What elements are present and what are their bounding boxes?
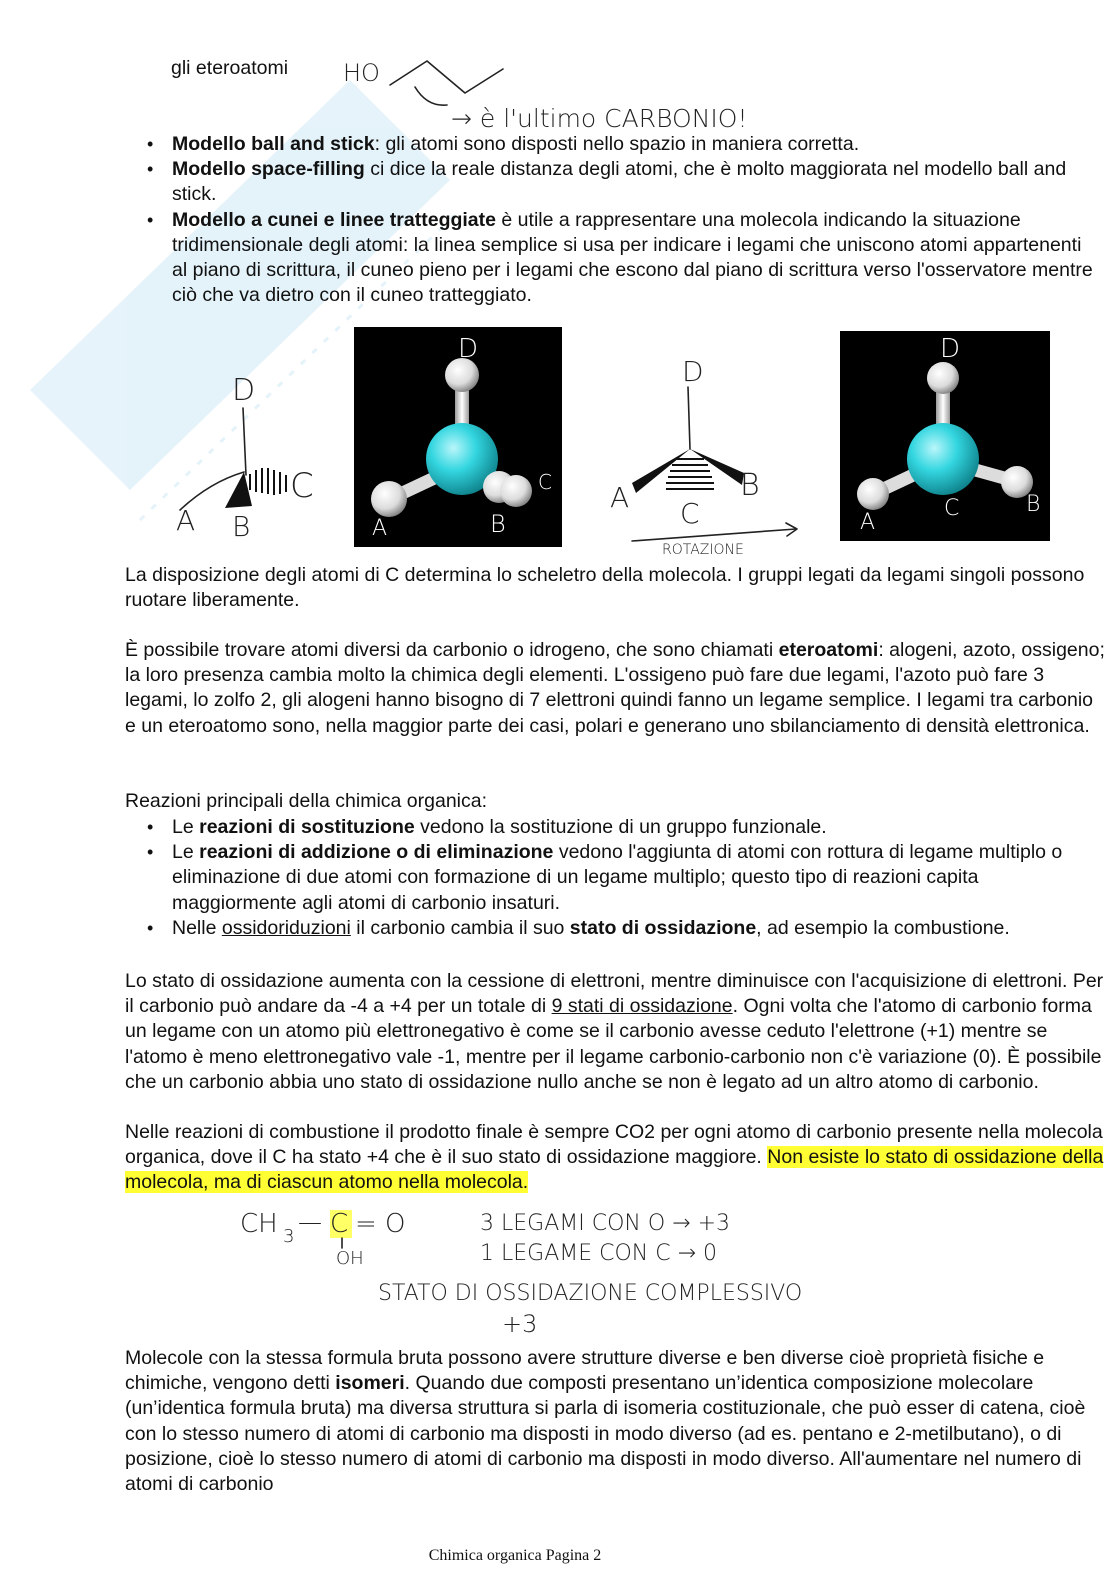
ho-label: HO	[343, 59, 380, 87]
reactions-list	[125, 815, 1100, 941]
paragraph-isomeri: Molecole con la stessa formula bruta possono avere strutture diverse e ben diverse cioè proprietà fisiche e chimiche, vengono detti isomeri. Quando due composti presentano un’identica composizione molecolare (un’identica formula bruta) ma diversa struttura si parla di isomeria costituzionale, che può esser di catena, cioè con lo stesso numero di atomi di carbonio ma disposti in modo diverso (ad es. pentano e 2-metilbutano), o di posizione, cioè lo stesso numero di atomi di carbonio ma disposti in modo diverso. All'aumentare nel numero di atomi di carbonio	[125, 1347, 1086, 1496]
paragraph-eteroatomi: È possibile trovare atomi diversi da carbonio o idrogeno, che sono chiamati eteroatomi: alogeni, azoto, ossigeno; la loro presenza cambia molto la chimica degli elementi. L'ossigeno può fare due legami, l'azoto può fare 3 legami, lo zolfo 2, gli alogeni hanno bisogno di 7 elettroni quindi fanno un legame semplice. I legami tra carbonio e un eteroatomo sono, nella maggior parte dei casi, polari e generano uno sbilanciamento di densità elettronica.	[125, 639, 1105, 737]
label-a: A	[176, 504, 196, 537]
formula-oh: OH	[336, 1248, 364, 1269]
label-d: D	[232, 373, 256, 408]
skeletal-chain-sketch	[165, 55, 845, 135]
list-item: • Le reazioni di addizione o di eliminazione vedono l'aggiunta di atomi con rottura di legame multiplo o eliminazione di due atomi con formazione di un legame multiplo; questo tipo di reazioni capita maggiormente agli atomi di carbonio insaturi.	[125, 840, 1100, 916]
formula-carbon: C	[330, 1209, 349, 1239]
label-a: A	[610, 481, 630, 514]
partial-text-top: gli eteroatomi	[171, 57, 289, 79]
oxidation-example-handwriting	[230, 1200, 950, 1345]
handwriting-top	[165, 55, 845, 135]
label-b: B	[740, 468, 760, 503]
rotazione-label: ROTAZIONE	[662, 542, 744, 558]
paragraph-combustione: Nelle reazioni di combustione il prodotto finale è sempre CO2 per ogni atomo di carbonio presente nella molecola organica, dove il C ha stato +4 che è il suo stato di ossidazione maggiore. Non esiste lo stato di ossidazione della molecola, ma di ciascun atomo nella molecola.	[125, 1121, 1104, 1194]
list-item: • Modello a cunei e linee tratteggiate è utile a rappresentare una molecola indicando la situazione tridimensionale degli atomi: la linea semplice si usa per indicare i legami che uniscono atomi appartenenti al piano di scrittura, il cuneo pieno per i legami che escono dal piano di scrittura verso l'osservatore mentre ciò che va dietro con il cuneo tratteggiato.	[125, 208, 1100, 309]
label-d: D	[458, 334, 479, 364]
ball-stick-model-2	[840, 331, 1050, 541]
highlighted-sentence: Non esiste lo stato di ossidazione della molecola, ma di ciascun atomo nella molecola.	[125, 1146, 1104, 1194]
list-item: • Nelle ossidoriduzioni il carbonio cambia il suo stato di ossidazione, ad esempio la combustione.	[125, 916, 1100, 941]
label-b: B	[1026, 492, 1041, 517]
list-item: • Modello space-filling ci dice la reale distanza degli atomi, che è molto maggiorata nel modello ball and stick.	[125, 157, 1100, 207]
label-a: A	[372, 516, 388, 541]
label-c: C	[538, 470, 552, 494]
hand-line-2: 1 LEGAME CON C → 0	[480, 1241, 718, 1266]
paragraph-reazioni-intro: Reazioni principali della chimica organica:	[125, 790, 488, 812]
list-item: • Modello ball and stick: gli atomi sono disposti nello spazio in maniera corretta.	[125, 132, 1100, 157]
formula-double-bond-o: = O	[355, 1209, 406, 1239]
term-isomeri: isomeri	[335, 1372, 405, 1395]
hand-line-3: STATO DI OSSIDAZIONE COMPLESSIVO	[378, 1281, 803, 1306]
hand-line-1: 3 LEGAMI CON O → +3	[480, 1211, 731, 1236]
label-b: B	[490, 510, 506, 538]
formula-dash: —	[298, 1208, 322, 1236]
page-footer: Chimica organica Pagina 2	[428, 1547, 602, 1564]
formula-ch: CH	[240, 1209, 278, 1239]
wedge-sketch-2	[606, 355, 806, 560]
label-a: A	[860, 510, 876, 535]
label-b: B	[232, 510, 251, 543]
label-c: C	[290, 466, 314, 506]
label-d: D	[682, 355, 704, 388]
hand-line-4: +3	[502, 1310, 538, 1338]
label-c: C	[944, 496, 960, 521]
label-d: D	[940, 334, 961, 364]
paragraph-ossidazione: Lo stato di ossidazione aumenta con la cessione di elettroni, mentre diminuisce con l'acquisizione di elettroni. Per il carbonio può andare da -4 a +4 per un totale di 9 stati di ossidazione. Ogni volta che l'atomo di carbonio forma un legame con un atomo più elettronegativo è come se il carbonio avesse ceduto l'elettrone (+1) mentre se l'atomo è meno elettronegativo vale -1, mentre per il legame carbonio-carbonio non c'è variazione (0). È possibile che un carbonio abbia uno stato di ossidazione nullo anche se non è legato ad un altro atomo di carbonio.	[125, 970, 1104, 1093]
ball-stick-model-1	[354, 327, 562, 547]
formula-subscript: 3	[283, 1226, 295, 1247]
ultimo-carbonio-note: → è l'ultimo CARBONIO!	[451, 104, 748, 133]
model-list	[125, 132, 1100, 308]
wedge-sketch-1	[140, 360, 340, 545]
label-c: C	[680, 497, 700, 530]
term-eteroatomi: eteroatomi	[778, 639, 879, 661]
paragraph-scheletro: La disposizione degli atomi di C determina lo scheletro della molecola. I gruppi legati da legami singoli possono ruotare liberamente.	[125, 564, 1085, 612]
list-item: • Le reazioni di sostituzione vedono la sostituzione di un gruppo funzionale.	[125, 815, 1100, 840]
